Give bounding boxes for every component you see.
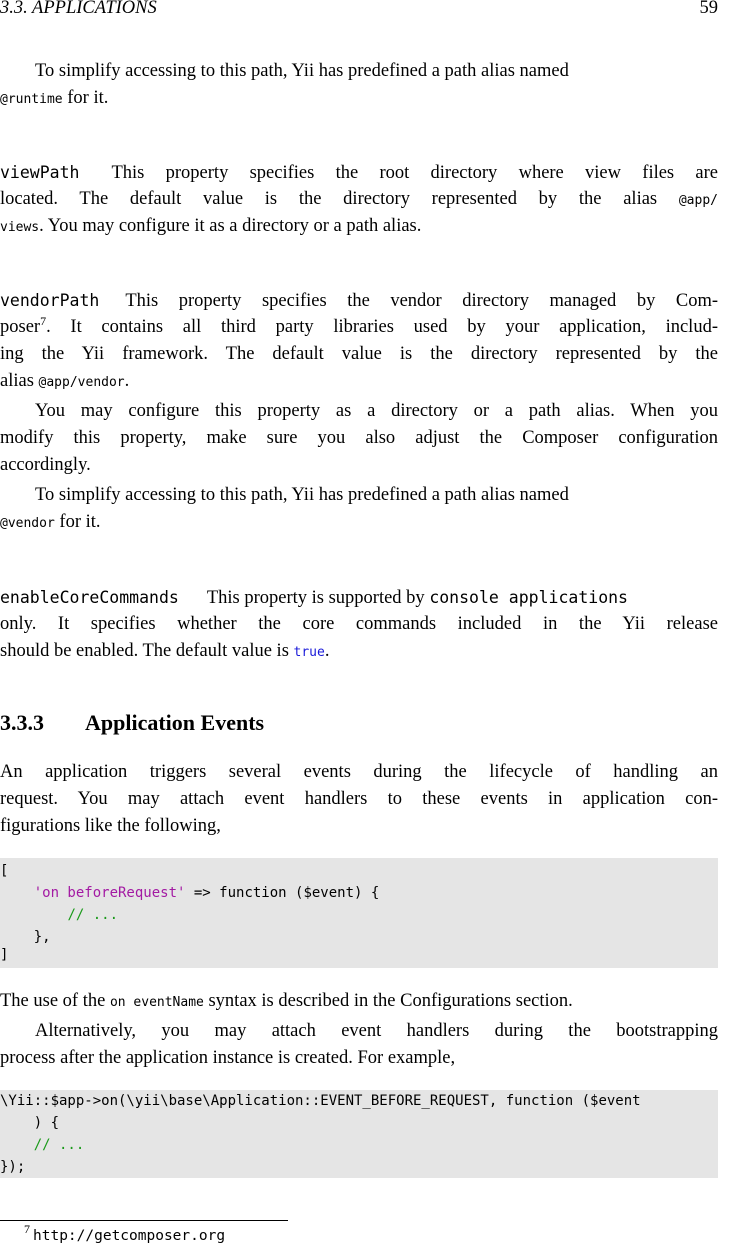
code2-line3 bbox=[0, 1134, 84, 1156]
corecommands-line3 bbox=[0, 638, 329, 666]
code1-string: 'on beforeRequest' bbox=[33, 885, 186, 901]
runtime-alias: @runtime bbox=[0, 92, 63, 107]
vendorpath-para2-line1: You may configure this property as a directory or a path alias. When you bbox=[35, 401, 718, 421]
code1-line2 bbox=[0, 882, 379, 904]
running-header-section: 3.3. APPLICATIONS bbox=[0, 0, 157, 18]
corecommands-desc-3b: . bbox=[324, 641, 330, 661]
after-code1-line3: process after the application instance is created. For example, bbox=[0, 1048, 456, 1068]
vendorpath-alias: @app/vendor bbox=[38, 375, 125, 390]
vendorpath-desc-2a: poser bbox=[0, 317, 41, 337]
code1-line3 bbox=[0, 904, 118, 926]
code2-line2: ) { bbox=[0, 1115, 60, 1131]
vendorpath-term: vendorPath bbox=[0, 291, 100, 310]
vendorpath-line3: ing the Yii framework. The default value is the directory represented by the bbox=[0, 344, 718, 364]
code1-comment: // ... bbox=[67, 907, 119, 923]
console-applications-code: console applications bbox=[429, 588, 628, 607]
vendor-alias: @vendor bbox=[0, 516, 55, 531]
after-code1-line2: Alternatively, you may attach event handlers during the bootstrapping bbox=[35, 1021, 718, 1041]
on-eventname-code: on eventName bbox=[109, 995, 204, 1010]
vendorpath-desc-4a: alias bbox=[0, 371, 39, 391]
viewpath-alias-part2: views bbox=[0, 220, 40, 235]
code1-line5: ] bbox=[0, 947, 9, 963]
corecommands-desc-1: This property is supported by bbox=[206, 588, 430, 608]
code1-l2-rest: => function ($event) { bbox=[185, 885, 380, 901]
corecommands-line2: only. It specifies whether the core commands included in the Yii release bbox=[0, 614, 718, 634]
section-number: 3.3.3 bbox=[0, 710, 44, 735]
vendorpath-desc-4b: . bbox=[124, 371, 130, 391]
corecommands-term: enableCoreCommands bbox=[0, 588, 179, 607]
footnote-mark: 7 bbox=[24, 1222, 30, 1236]
code-block-bootstrap bbox=[0, 1090, 718, 1178]
footnote-ref[interactable]: 7 bbox=[40, 314, 47, 328]
code2-line1: \Yii::$app->on(\yii\base\Application::EVENT_BEFORE_REQUEST, function ($event bbox=[0, 1093, 641, 1109]
code2-l3-indent bbox=[0, 1137, 34, 1153]
events-intro-line3: figurations like the following, bbox=[0, 816, 221, 836]
events-intro-line2: request. You may attach event handlers to these events in application con- bbox=[0, 789, 718, 809]
vendorpath-desc-1: This property specifies the vendor directory managed by Com- bbox=[125, 291, 718, 311]
vendorpath-para3-line1: To simplify accessing to this path, Yii has predefined a path alias named bbox=[35, 485, 569, 505]
vendorpath-line4 bbox=[0, 368, 129, 396]
viewpath-line2 bbox=[0, 186, 718, 214]
viewpath-term: viewPath bbox=[0, 163, 80, 182]
runtime-note-line2 bbox=[0, 85, 108, 113]
page-number: 59 bbox=[699, 0, 718, 18]
runtime-note-rest: for it. bbox=[62, 88, 109, 108]
runtime-note-line1: To simplify accessing to this path, Yii has predefined a path alias named bbox=[35, 61, 569, 81]
after-code1-1a: The use of the bbox=[0, 991, 110, 1011]
section-title: Application Events bbox=[85, 710, 265, 735]
code-block-config bbox=[0, 858, 718, 968]
vendorpath-desc-2b: . It contains all third party libraries used by your application, includ- bbox=[46, 317, 718, 337]
vendorpath-para2-line3: accordingly. bbox=[0, 455, 91, 475]
viewpath-alias-part1: @app/ bbox=[678, 193, 718, 208]
corecommands-desc-3: should be enabled. The default value is bbox=[0, 641, 294, 661]
vendorpath-para3-rest: for it. bbox=[54, 512, 101, 532]
after-code1-1b: syntax is described in the Configurations section. bbox=[203, 991, 573, 1011]
viewpath-desc-1: This property specifies the root directory where view files are bbox=[111, 163, 718, 183]
footnote-rule bbox=[0, 1220, 288, 1221]
code1-l3-indent bbox=[0, 907, 67, 923]
code2-comment: // ... bbox=[33, 1137, 85, 1153]
viewpath-line3 bbox=[0, 213, 421, 241]
corecommands-line1 bbox=[0, 584, 735, 612]
viewpath-desc-2: located. The default value is the directory represented by the alias bbox=[0, 189, 679, 209]
true-keyword: true bbox=[293, 645, 325, 660]
vendorpath-para3-line2 bbox=[0, 509, 101, 537]
code1-line1: [ bbox=[0, 863, 9, 879]
footnote-url[interactable]: http://getcomposer.org bbox=[33, 1228, 226, 1244]
viewpath-desc-3: . You may configure it as a directory or a path alias. bbox=[39, 216, 422, 236]
vendorpath-line1 bbox=[0, 287, 718, 315]
after-code1-line1 bbox=[0, 988, 718, 1016]
code1-line4: }, bbox=[0, 929, 51, 945]
code1-l2-indent bbox=[0, 885, 34, 901]
vendorpath-para2-line2: modify this property, make sure you also adjust the Composer configuration bbox=[0, 428, 718, 448]
code2-line4: }); bbox=[0, 1159, 26, 1175]
viewpath-line1 bbox=[0, 159, 718, 187]
events-intro-line1: An application triggers several events during the lifecycle of handling an bbox=[0, 762, 718, 782]
vendorpath-line2 bbox=[0, 314, 718, 342]
